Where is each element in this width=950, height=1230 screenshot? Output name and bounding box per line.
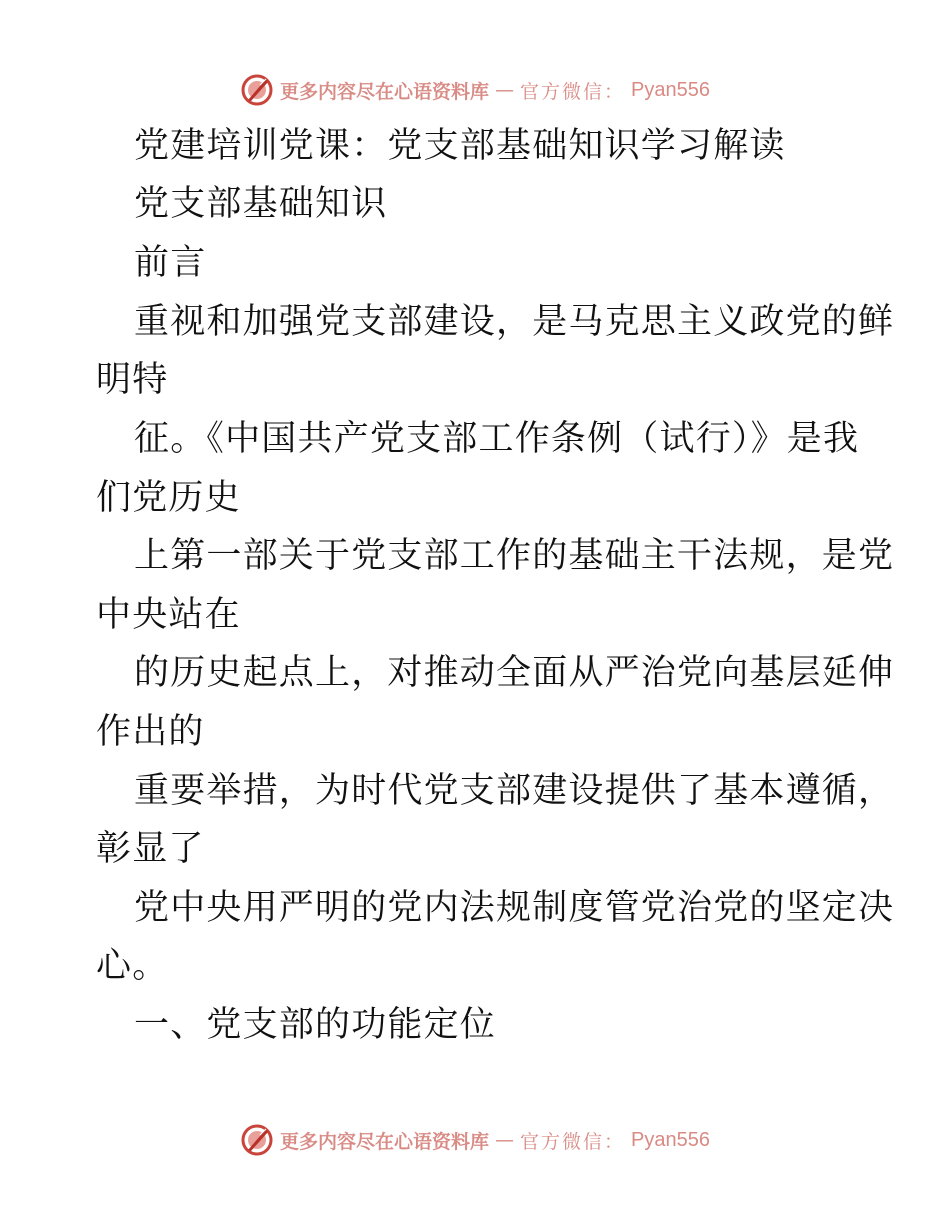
body-line: 党中央用严明的党内法规制度管党治党的坚定决	[134, 888, 895, 928]
body-line: 的历史起点上，对推动全面从严治党向基层延伸	[134, 653, 895, 693]
watermark-main-text: 更多内容尽在心语资料库	[280, 1130, 490, 1153]
body-line: 征。《中国共产党支部工作条例（试行）》是我	[134, 419, 860, 459]
watermark-official-text: 官方微信：	[520, 1130, 626, 1153]
watermark-wechat-id: Pyan556	[631, 1128, 710, 1151]
watermark-official-text: 官方微信：	[520, 80, 626, 103]
body-line: 重视和加强党支部建设，是马克思主义政党的鲜	[134, 302, 895, 342]
footer-watermark	[0, 1122, 950, 1158]
section-heading: 一、党支部的功能定位	[134, 1005, 497, 1045]
body-line: 中央站在	[96, 595, 241, 635]
body-line: 彰显了	[96, 829, 205, 869]
body-line: 们党历史	[96, 478, 241, 518]
body-line: 上第一部关于党支部工作的基础主干法规，是党	[134, 536, 895, 576]
watermark-separator: —	[495, 1129, 515, 1151]
body-line: 心。	[96, 946, 169, 986]
document-title: 党建培训党课：党支部基础知识学习解读	[134, 126, 786, 166]
body-line: 重要举措，为时代党支部建设提供了基本遵循，	[134, 771, 895, 811]
preface-heading: 前言	[134, 243, 207, 283]
body-line: 明特	[96, 360, 169, 400]
watermark-wechat-id: Pyan556	[631, 78, 710, 101]
body-line: 作出的	[96, 712, 205, 752]
watermark-separator: —	[495, 79, 515, 101]
watermark-main-text: 更多内容尽在心语资料库	[280, 80, 490, 103]
red-quill-seal-icon	[240, 1123, 274, 1157]
red-quill-seal-icon	[240, 73, 274, 107]
document-subtitle: 党支部基础知识	[134, 184, 388, 224]
header-watermark	[0, 72, 950, 108]
